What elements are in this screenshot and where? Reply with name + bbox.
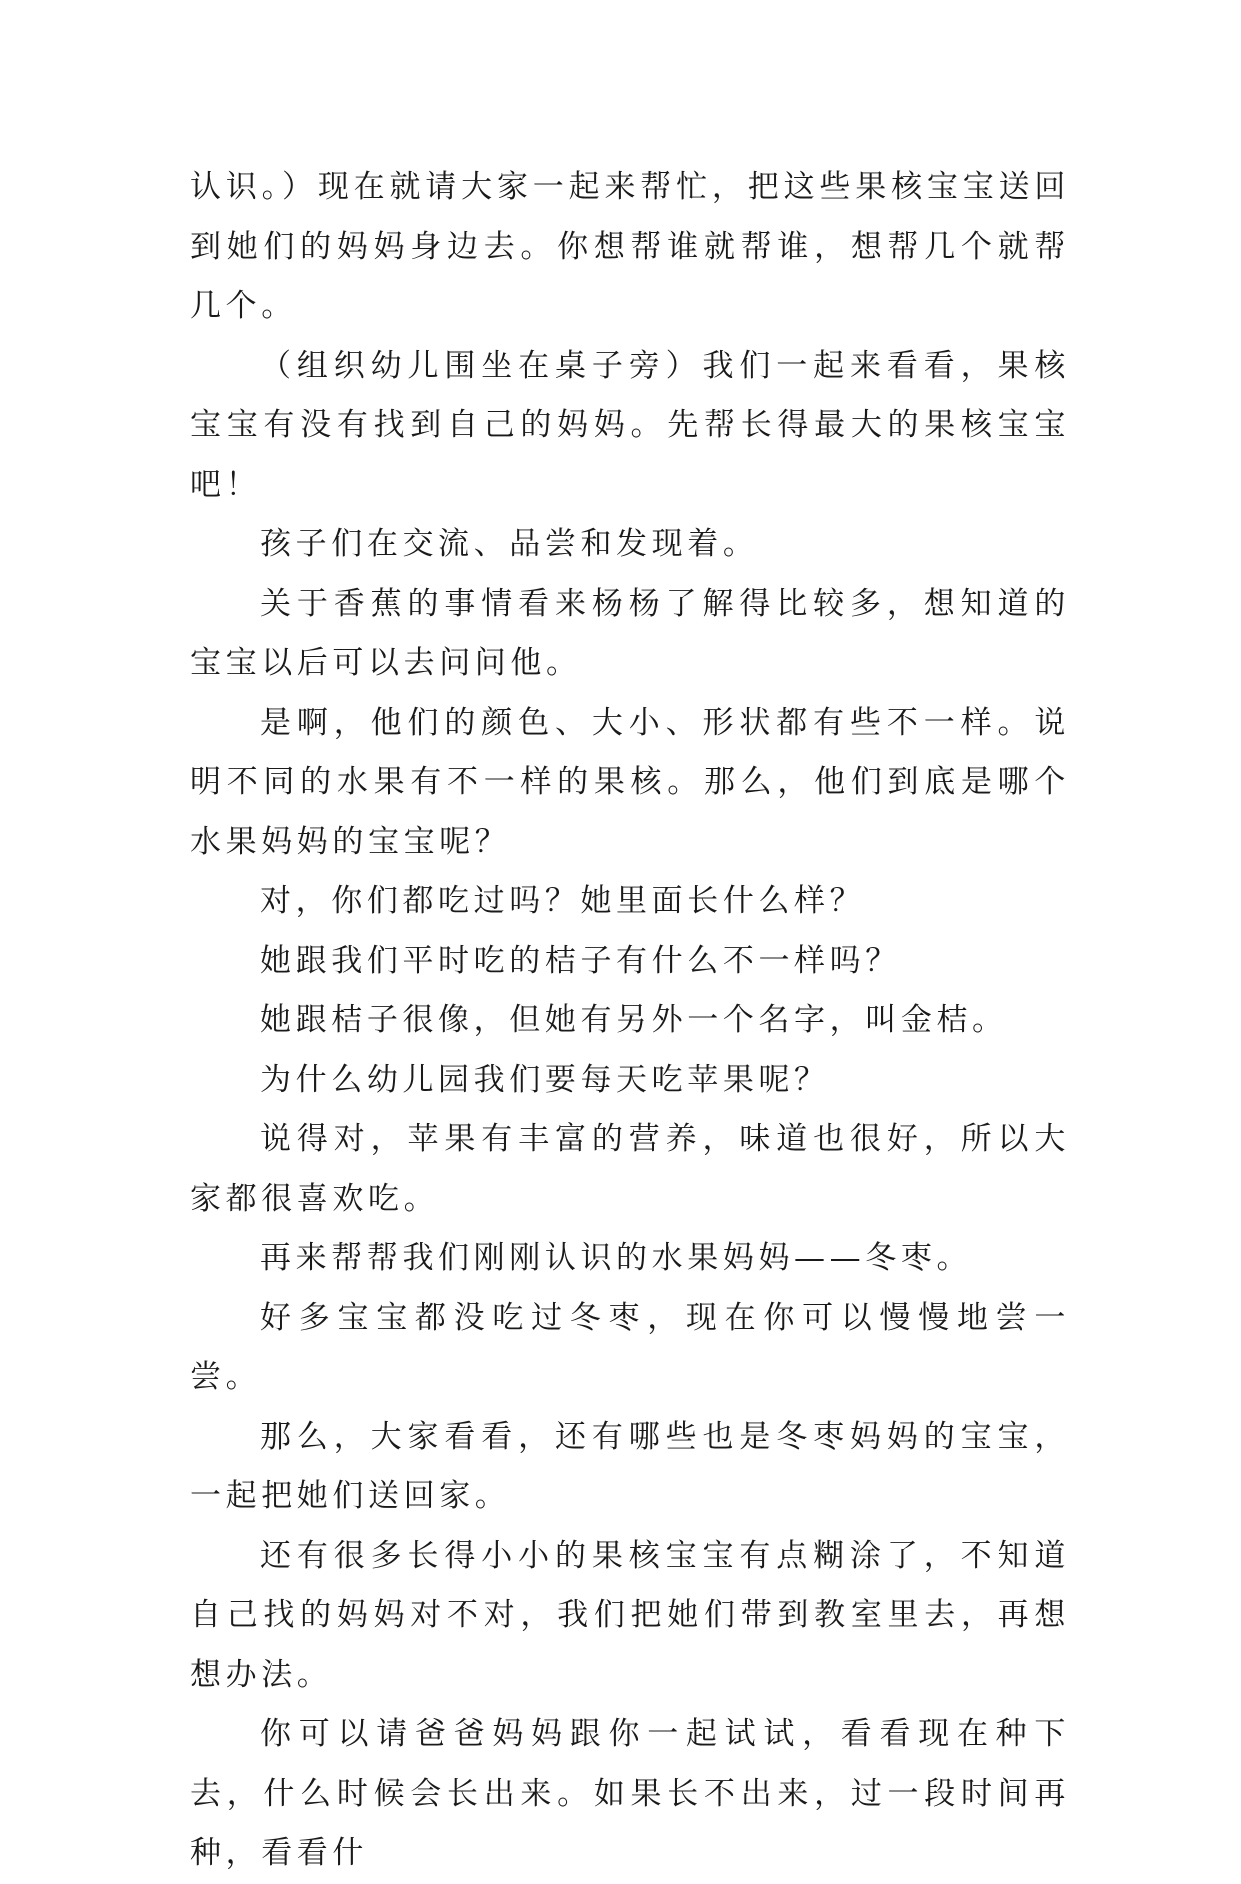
paragraph-10: 说得对，苹果有丰富的营养，味道也很好，所以大家都很喜欢吃。 [190, 1121, 1070, 1217]
paragraph-13: 那么，大家看看，还有哪些也是冬枣妈妈的宝宝，一起把她们送回家。 [190, 1418, 1070, 1514]
paragraph-6: 对，你们都吃过吗？她里面长什么样？ [260, 883, 866, 919]
paragraph-1: 认识。）现在就请大家一起来帮忙，把这些果核宝宝送回到她们的妈妈身边去。你想帮谁就帮谁，想帮几个就帮几个。 [190, 169, 1070, 324]
paragraph-15: 你可以请爸爸妈妈跟你一起试试，看看现在种下去，什么时候会长出来。如果长不出来，过一段时间再种，看看什 [190, 1716, 1070, 1871]
paragraph-11: 再来帮帮我们刚刚认识的水果妈妈——冬枣。 [260, 1240, 973, 1276]
paragraph-8: 她跟桔子很像，但她有另外一个名字，叫金桔。 [260, 1002, 1008, 1038]
paragraph-9: 为什么幼儿园我们要每天吃苹果呢？ [260, 1061, 830, 1098]
paragraph-14: 还有很多长得小小的果核宝宝有点糊涂了，不知道自己找的妈妈对不对，我们把她们带到教室里去，再想想办法。 [190, 1537, 1070, 1693]
paragraph-3: 孩子们在交流、品尝和发现着。 [260, 526, 759, 562]
paragraph-5: 是啊，他们的颜色、大小、形状都有些不一样。说明不同的水果有不一样的果核。那么，他们到底是哪个水果妈妈的宝宝呢？ [190, 704, 1070, 860]
paragraph-4: 关于香蕉的事情看来杨杨了解得比较多，想知道的宝宝以后可以去问问他。 [190, 585, 1070, 681]
paragraph-2: （组织幼儿围坐在桌子旁）我们一起来看看，果核宝宝有没有找到自己的妈妈。先帮长得最大的果核宝宝吧！ [190, 347, 1070, 503]
paragraph-7: 她跟我们平时吃的桔子有什么不一样吗？ [260, 942, 901, 979]
paragraph-12: 好多宝宝都没吃过冬枣，现在你可以慢慢地尝一尝。 [190, 1299, 1070, 1395]
body-text [190, 158, 1070, 1884]
